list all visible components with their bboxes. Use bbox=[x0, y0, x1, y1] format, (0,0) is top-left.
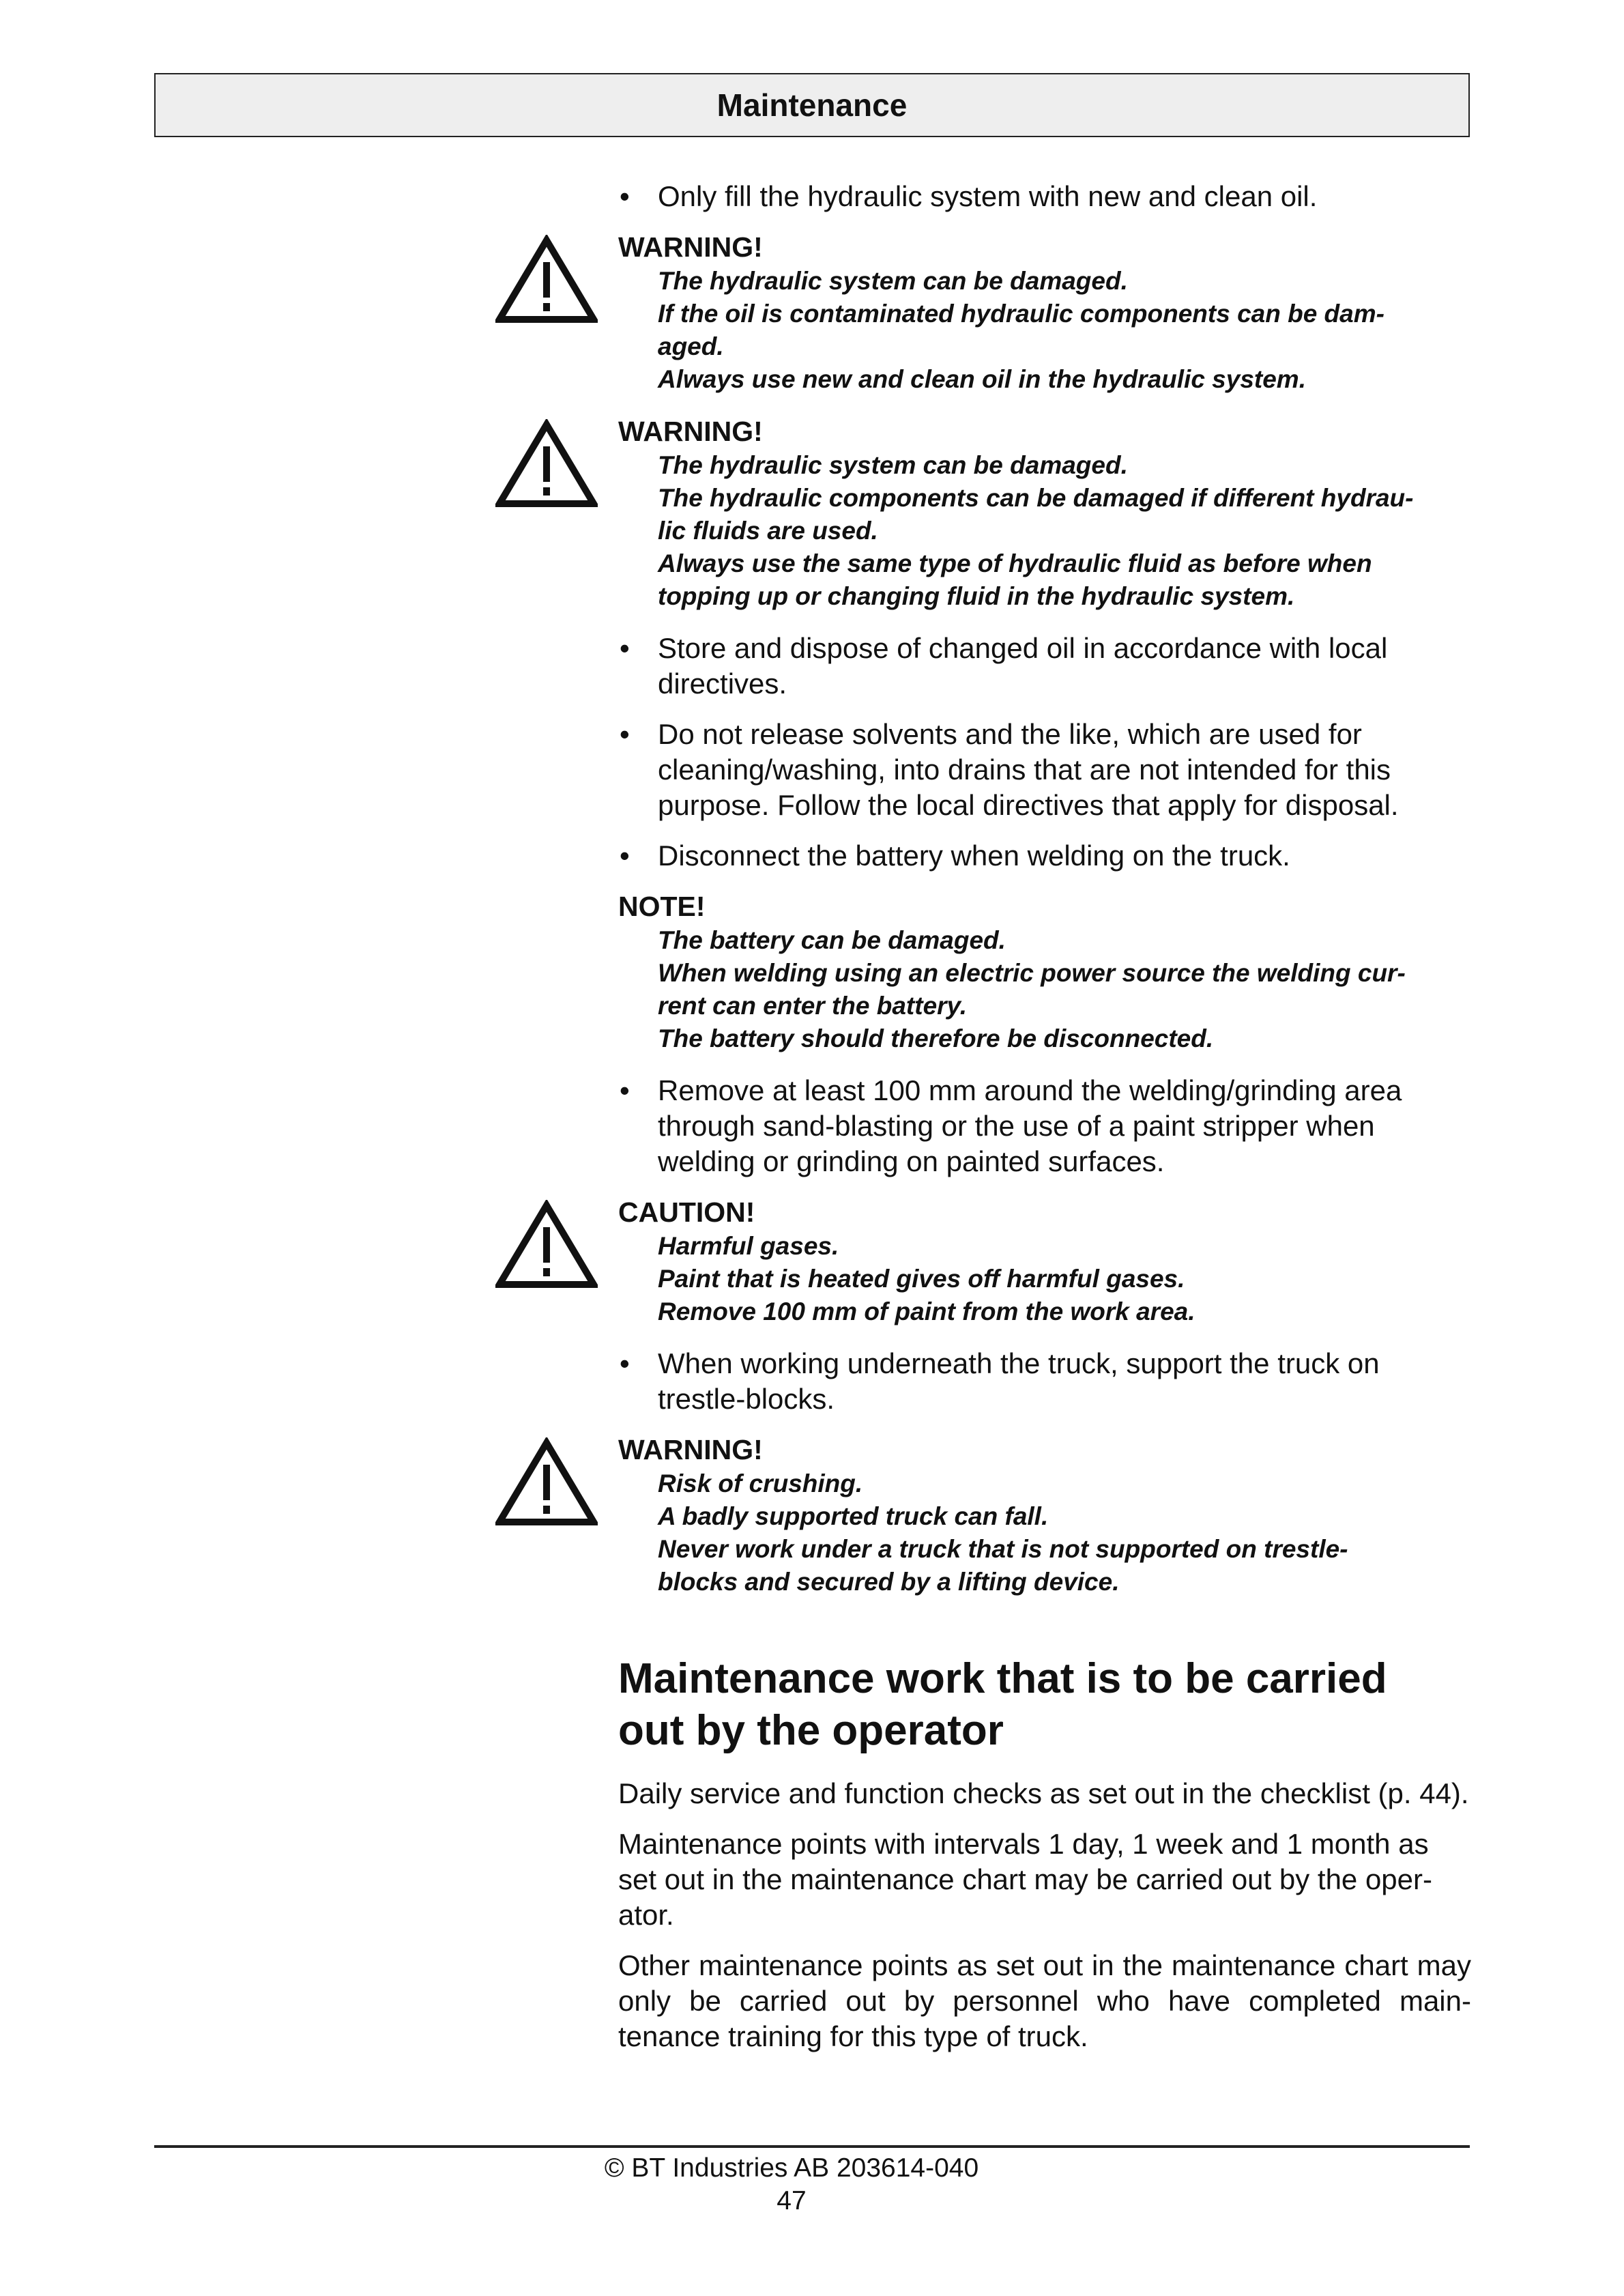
bullet-item bbox=[618, 1346, 1471, 1417]
warning-triangle-icon bbox=[495, 235, 598, 325]
notice-line: A badly supported truck can fall. bbox=[658, 1502, 1049, 1530]
notice-line: The battery can be damaged. bbox=[658, 926, 1006, 954]
warning-notice bbox=[618, 1432, 1471, 1598]
notice-line: Always use the same type of hydraulic fluid as before when bbox=[658, 549, 1372, 577]
bullet-text: Only fill the hydraulic system with new and clean oil. bbox=[658, 180, 1318, 212]
notice-line: When welding using an electric power source the welding cur- bbox=[658, 959, 1406, 987]
bullet-text: Store and dispose of changed oil in accordance with local directives. bbox=[658, 632, 1388, 700]
bullet-dot-icon: • bbox=[620, 180, 630, 212]
warning-notice bbox=[618, 414, 1471, 613]
bullet-dot-icon: • bbox=[620, 1347, 630, 1379]
bullet-dot-icon: • bbox=[620, 840, 630, 872]
page-header bbox=[154, 73, 1470, 137]
paragraph: Other maintenance points as set out in the maintenance chart may only be carried out by personnel who have completed main-tenance training for this type of truck. bbox=[618, 1949, 1471, 2052]
notice-line: topping up or changing fluid in the hydraulic system. bbox=[658, 582, 1295, 610]
notice-line: The hydraulic system can be damaged. bbox=[658, 451, 1128, 479]
notice-line: Paint that is heated gives off harmful gases. bbox=[658, 1265, 1185, 1293]
bullet-item bbox=[618, 717, 1471, 823]
page-content bbox=[618, 179, 1471, 2069]
bullet-dot-icon: • bbox=[620, 718, 630, 750]
notice-line: lic fluids are used. bbox=[658, 517, 878, 545]
header-title: Maintenance bbox=[716, 87, 908, 123]
notice-line: Remove 100 mm of paint from the work area. bbox=[658, 1297, 1195, 1325]
notice-title: CAUTION! bbox=[618, 1196, 755, 1228]
notice-line: Risk of crushing. bbox=[658, 1469, 863, 1497]
notice-line: If the oil is contaminated hydraulic components can be dam- bbox=[658, 300, 1384, 328]
warning-triangle-icon bbox=[495, 1200, 598, 1290]
notice-line: aged. bbox=[658, 332, 724, 360]
bullet-dot-icon: • bbox=[620, 1074, 630, 1106]
warning-notice bbox=[618, 229, 1471, 396]
notice-line: rent can enter the battery. bbox=[658, 992, 968, 1020]
note-notice bbox=[618, 889, 1471, 1055]
paragraph: Daily service and function checks as set out in the checklist (p. 44). bbox=[618, 1777, 1469, 1809]
notice-line: Harmful gases. bbox=[658, 1232, 839, 1260]
footer-copyright: © BT Industries AB 203614-040 bbox=[604, 2153, 979, 2183]
bullet-item bbox=[618, 1073, 1471, 1179]
bullet-dot-icon: • bbox=[620, 632, 630, 664]
notice-title: WARNING! bbox=[618, 231, 763, 263]
warning-triangle-icon bbox=[495, 1437, 598, 1527]
bullet-item bbox=[618, 179, 1471, 214]
bullet-item bbox=[618, 631, 1471, 702]
page-footer bbox=[0, 2152, 1583, 2218]
notice-title: WARNING! bbox=[618, 1434, 763, 1465]
notice-line: blocks and secured by a lifting device. bbox=[658, 1568, 1120, 1596]
bullet-text: Remove at least 100 mm around the welding/grinding area through sand-blasting or the use of a paint stripper when welding or grinding on painted surfaces. bbox=[658, 1074, 1402, 1177]
paragraph: Maintenance points with intervals 1 day, 1 week and 1 month as set out in the maintenance chart may be carried out by the oper-ator. bbox=[618, 1828, 1433, 1931]
notice-title: WARNING! bbox=[618, 416, 763, 447]
bullet-text: Disconnect the battery when welding on the truck. bbox=[658, 840, 1290, 872]
notice-title: NOTE! bbox=[618, 891, 706, 922]
notice-line: The hydraulic components can be damaged if different hydrau- bbox=[658, 484, 1414, 512]
footer-divider bbox=[154, 2145, 1470, 2148]
caution-notice bbox=[618, 1194, 1471, 1328]
bullet-text: Do not release solvents and the like, which are used for cleaning/washing, into drains that are not intended for this purpose. Follow the local directives that apply for disposal. bbox=[658, 718, 1399, 821]
notice-line: The battery should therefore be disconnected. bbox=[658, 1024, 1214, 1052]
notice-line: Never work under a truck that is not supported on trestle- bbox=[658, 1535, 1348, 1563]
page-number: 47 bbox=[777, 2186, 807, 2215]
bullet-text: When working underneath the truck, support the truck on trestle-blocks. bbox=[658, 1347, 1380, 1415]
section-heading: Maintenance work that is to be carried out by the operator bbox=[618, 1655, 1387, 1754]
warning-triangle-icon bbox=[495, 419, 598, 509]
bullet-item bbox=[618, 838, 1471, 874]
notice-line: The hydraulic system can be damaged. bbox=[658, 267, 1128, 295]
notice-line: Always use new and clean oil in the hydraulic system. bbox=[658, 365, 1306, 393]
